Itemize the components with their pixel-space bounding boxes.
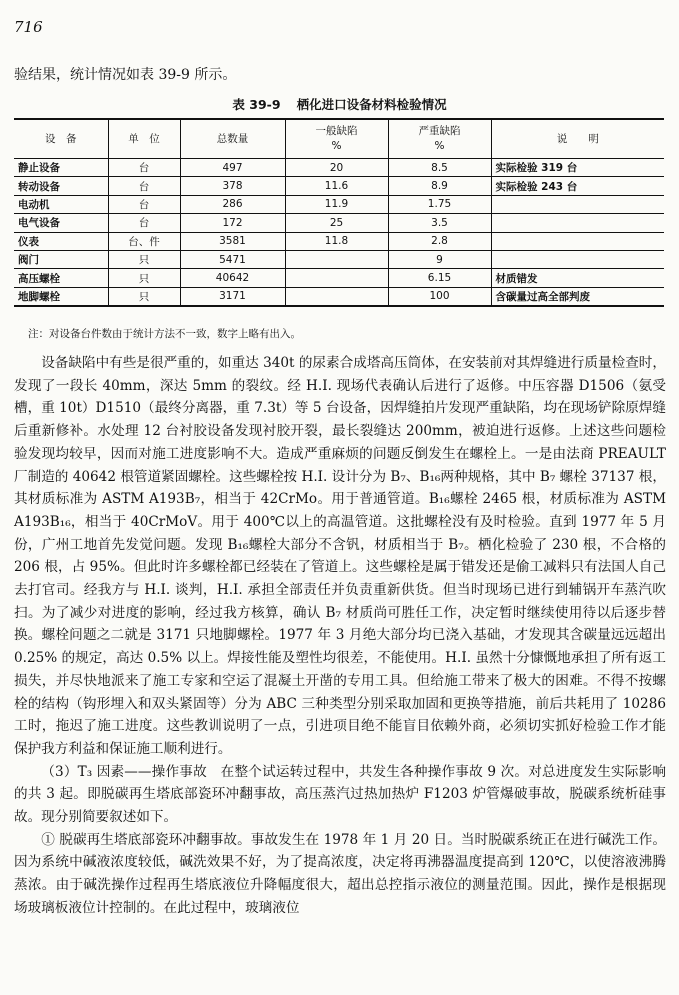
cell-equipment: 电动机	[14, 195, 108, 213]
table-row	[14, 177, 664, 195]
cell-total: 3171	[180, 287, 285, 306]
cell-total: 5471	[180, 250, 285, 268]
cell-equipment: 高压螺栓	[14, 269, 108, 287]
cell-minor-defect: 11.6	[285, 177, 388, 195]
table-row	[14, 232, 664, 250]
cell-equipment: 转动设备	[14, 177, 108, 195]
paragraph: ① 脱碳再生塔底部瓷环冲翻事故。事故发生在 1978 年 1 月 20 日。当时脱碳系统正在进行碱洗工作。因为系统中碱液浓度较低，碱洗效果不好，为了提高浓度，决定将再沸器温度提高到 120℃，以使溶液沸腾蒸浓。由于碱洗操作过程再生塔底液位升降幅度很大，超出总控指示液位的测量范围。因此，操作是根据现场玻璃板液位计控制的。在此过程中，玻璃液位	[14, 831, 666, 916]
cell-equipment: 阀门	[14, 250, 108, 268]
header-unit: 单 位	[108, 119, 180, 159]
header-minor-label: 一般缺陷	[315, 125, 358, 137]
cell-total: 378	[180, 177, 285, 195]
cell-minor-defect	[285, 287, 388, 306]
cell-unit: 只	[108, 250, 180, 268]
cell-minor-defect: 11.9	[285, 195, 388, 213]
table-row	[14, 269, 664, 287]
table-header-row	[14, 119, 664, 159]
cell-unit: 只	[108, 287, 180, 306]
table-caption	[0, 95, 679, 113]
cell-minor-defect	[285, 269, 388, 287]
cell-remark	[491, 214, 664, 232]
cell-unit: 只	[108, 269, 180, 287]
cell-total: 3581	[180, 232, 285, 250]
cell-unit: 台	[108, 195, 180, 213]
cell-major-defect: 9	[388, 250, 491, 268]
table-row	[14, 287, 664, 306]
cell-remark: 含碳量过高全部判废	[495, 290, 590, 303]
header-total: 总数量	[180, 119, 285, 159]
page-number: 716	[14, 18, 43, 36]
cell-remark	[491, 195, 664, 213]
cell-remark: 材质错发	[491, 269, 664, 287]
cell-unit: 台	[108, 177, 180, 195]
table-row	[14, 195, 664, 213]
header-minor-defect	[285, 119, 388, 159]
cell-equipment: 电气设备	[14, 214, 108, 232]
cell-major-defect: 3.5	[388, 214, 491, 232]
paragraph: 设备缺陷中有些是很严重的，如重达 340t 的尿素合成塔高压筒体，在安装前对其焊缝进行质量检查时，发现了一段长 40mm，深达 5mm 的裂纹。经 H.I. 现场代表确认后进行了返修。中压容器 D1506（氨受槽，重 10t）D1510（最终分离器，重 7.3t）等 5 台设备，因焊缝拍片发现严重缺陷，均在现场铲除原焊缝后重新修补。水处理 12 台衬胶设备发现衬胶开裂，最长裂缝达 200mm，被迫进行返修。上述这些问题检验发现均较早，因而对施工进度影响不大。造成严重麻烦的问题反倒发生在螺栓上。一是由法商 PREAULT 厂制造的 40642 根管道紧固螺栓。这些螺栓按 H.I. 设计分为 B₇、B₁₆两种规格，其中 B₇ 螺栓 37137 根，其材质标准为 ASTM A193B₇，相当于 42CrMo。用于普通管道。B₁₆螺栓 2465 根，材质标准为 ASTM A193B₁₆，相当于 40CrMoV。用于 400℃以上的高温管道。这批螺栓没有及时检验。直到 1977 年 5 月份，广州工地首先发觉问题。发现 B₁₆螺栓大部分不含钒，材质相当于 B₇。栖化检验了 230 根，不合格的 206 根，占 95%。但此时许多螺栓都已经装在了管道上。这些螺栓是属于错发还是偷工减料只有法国人自己去打官司。经我方与 H.I. 谈判，H.I. 承担全部责任并负责重新供货。但当时现场已进行到辅锅开车蒸汽吹扫。为了减少对进度的影响，经过我方核算，确认 B₇ 材质尚可胜任工作，决定暂时继续使用待以后逐步替换。螺栓问题之二就是 3171 只地脚螺栓。1977 年 3 月绝大部分均已浇入基础，才发现其含碳量远远超出 0.25% 的规定，高达 0.5% 以上。焊接性能及塑性均很差，不能使用。H.I. 虽然十分慷慨地承担了所有返工损失，并尽快地派来了施工专家和空运了混凝土开凿的专用工具。但给施工带来了极大的困难。不得不按螺栓的结构（钩形埋入和双头紧固等）分为 ABC 三种类型分别采取加固和更换等措施，前后共耗用了 10286 工时，拖迟了施工进度。这些教训说明了一点，引进项目绝不能盲目依赖外商，必须切实抓好检验工作才能保护我方利益和保证施工顺利进行。	[14, 355, 666, 757]
intro-line: 验结果，统计情况如表 39-9 所示。	[14, 67, 237, 83]
table-number: 表 39-9	[232, 97, 281, 112]
cell-major-defect: 8.9	[388, 177, 491, 195]
cell-unit: 台、件	[108, 232, 180, 250]
paragraph: （3）T₃ 因素——操作事故 在整个试运转过程中，共发生各种操作事故 9 次。对总进度发生实际影响的共 3 起。即脱碳再生塔底部瓷环冲翻事故，高压蒸汽过热加热炉 F1203 炉管爆破事故，脱碳系统析硅事故。现分别简要叙述如下。	[14, 763, 666, 826]
cell-minor-defect: 11.8	[285, 232, 388, 250]
cell-remark: 实际检验 243 台	[491, 177, 664, 195]
body-text	[14, 352, 666, 920]
cell-remark	[491, 250, 664, 268]
inspection-table	[14, 118, 664, 307]
cell-total: 286	[180, 195, 285, 213]
cell-unit: 台	[108, 214, 180, 232]
cell-total: 172	[180, 214, 285, 232]
header-major-defect	[388, 119, 491, 159]
cell-unit: 台	[108, 159, 180, 177]
cell-major-defect: 8.5	[388, 159, 491, 177]
table-note: 注：对设备台件数由于统计方法不一致，数字上略有出入。	[28, 328, 301, 340]
cell-remark: 实际检验 319 台	[491, 159, 664, 177]
cell-total: 497	[180, 159, 285, 177]
cell-major-defect: 6.15	[388, 269, 491, 287]
cell-major-defect: 1.75	[388, 195, 491, 213]
header-major-label: 严重缺陷	[418, 125, 461, 137]
cell-major-defect: 2.8	[388, 232, 491, 250]
header-major-unit: %	[434, 140, 445, 152]
cell-minor-defect: 20	[285, 159, 388, 177]
cell-major-defect: 100	[388, 287, 491, 306]
cell-total: 40642	[180, 269, 285, 287]
header-equipment: 设 备	[14, 119, 108, 159]
cell-equipment: 仪表	[14, 232, 108, 250]
table-row	[14, 159, 664, 177]
table-row	[14, 250, 664, 268]
cell-minor-defect	[285, 250, 388, 268]
header-minor-unit: %	[331, 140, 342, 152]
cell-equipment: 静止设备	[14, 159, 108, 177]
cell-remark	[491, 232, 664, 250]
cell-equipment: 地脚螺栓	[14, 287, 108, 306]
cell-minor-defect: 25	[285, 214, 388, 232]
table-row	[14, 214, 664, 232]
table-title: 栖化进口设备材料检验情况	[296, 97, 447, 112]
header-remark: 说 明	[491, 119, 664, 159]
